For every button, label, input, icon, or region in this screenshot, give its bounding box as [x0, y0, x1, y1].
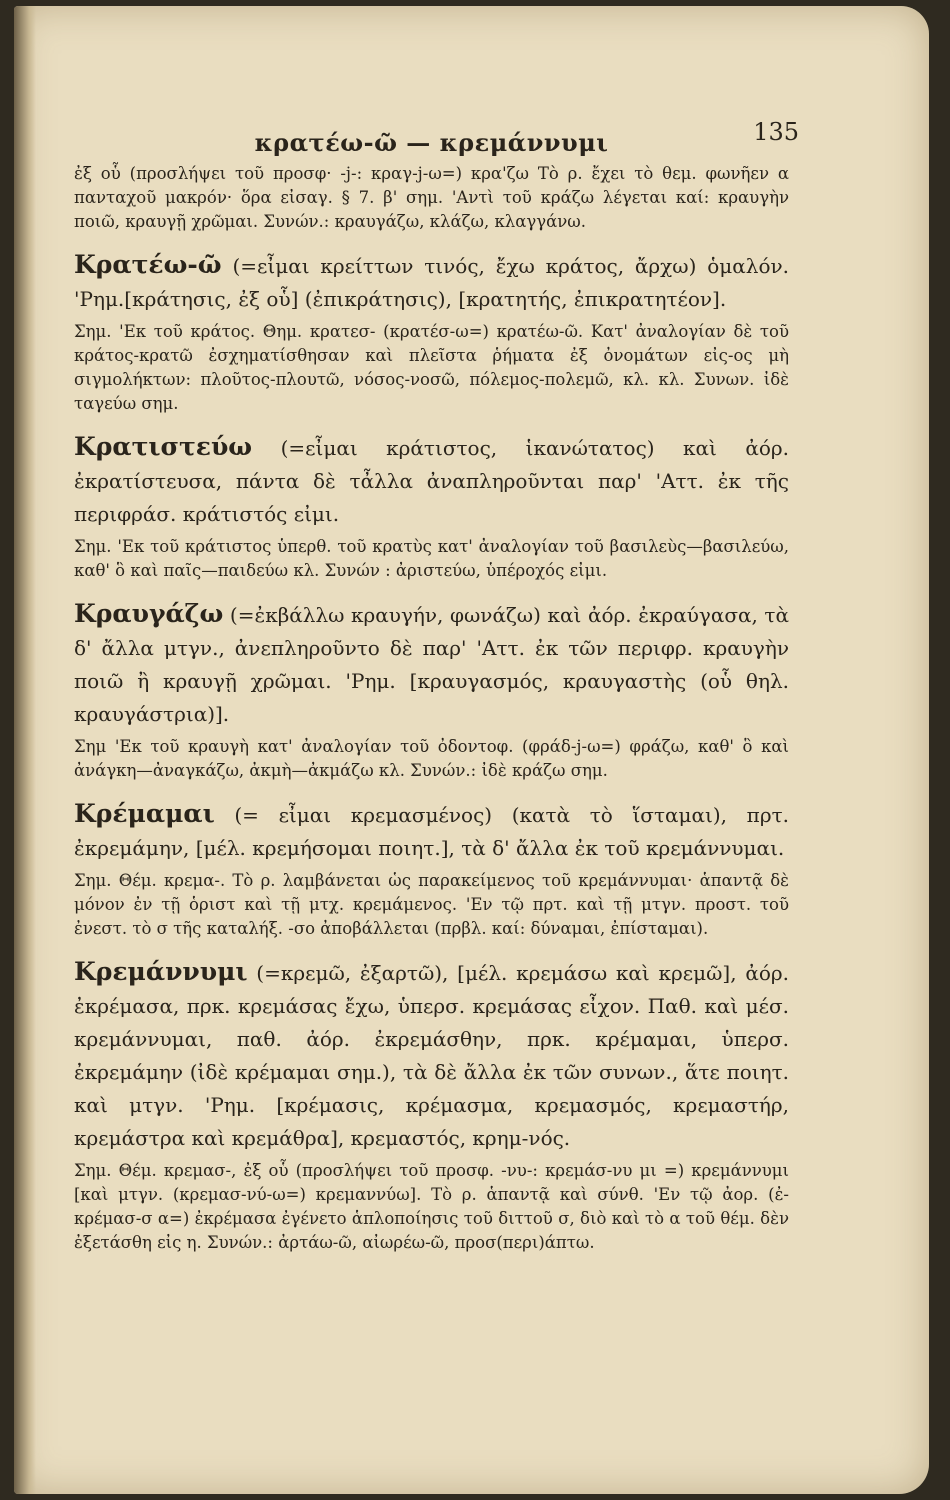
page-content — [74, 118, 799, 1255]
dictionary-entry-kremannymi — [74, 955, 789, 1255]
entry-headword: Κρατέω-ῶ — [74, 250, 222, 279]
entry-note: Σημ. 'Εκ τοῦ κράτος. Θημ. κρατεσ- (κρατέσ-ω=) κρατέω-ῶ. Κατ' ἀναλογίαν δὲ τοῦ κράτος-κρατῶ ἐσχηματίσθησαν καὶ πλεῖστα ῥήματα ἐξ ὀνομάτων εἰς-ος μὴ σιγμολήκτων: πλοῦτος-πλουτῶ, νόσος-νοσῶ, πόλεμος-πολεμῶ, κλ. κλ. Συνων. ἰδὲ ταγεύω σημ. — [74, 322, 789, 413]
entry-headword: Κρατιστεύω — [74, 432, 253, 461]
entry-headword: Κρέμαμαι — [74, 799, 215, 828]
entry-main — [74, 955, 789, 1155]
entry-main — [74, 797, 789, 865]
page-number: 135 — [753, 118, 799, 146]
entry-headword: Κραυγάζω — [74, 599, 224, 628]
entry-definition: (=εἶμαι κράτιστος, ἱκανώτατος) καὶ ἀόρ. ἐκρατίστευσα, πάντα δὲ τἆλλα ἀναπληροῦνται παρ' 'Αττ. ἐκ τῆς περιφράσ. κράτιστός εἰμι. — [74, 436, 790, 526]
entry-headword: Κρεμάννυμι — [74, 957, 248, 986]
dictionary-entry-kraugazo — [74, 597, 789, 783]
entry-definition: (=εἶμαι κρείττων τινός, ἔχω κράτος, ἄρχω) ὁμαλόν. 'Ρημ.[κράτησις, ἐξ οὗ] (ἐπικράτησις), [κρατητής, ἐπικρατητέον]. — [74, 254, 790, 311]
dictionary-entry-kratisteuo — [74, 430, 789, 583]
entry-definition: (=κρεμῶ, ἐξαρτῶ), [μέλ. κρεμάσω καὶ κρεμῶ], ἀόρ. ἐκρέμασα, πρκ. κρεμάσας ἔχω, ὑπερσ. κρεμάσας εἶχον. Παθ. καὶ μέσ. κρεμάννυμαι, παθ. ἀόρ. ἐκρεμάσθην, πρκ. κρέμαμαι, ὑπερσ. ἐκρεμάμην (ἰδὲ κρέμαμαι σημ.), τὰ δὲ ἄλλα ἐκ τῶν συνων., ἅτε ποιητ. καὶ μτγν. 'Ρημ. [κρέμασις, κρέμασμα, κρεμασμός, κρεμαστήρ, κρεμάστρα καὶ κρεμάθρα], κρεμαστός, κρημ-νός. — [74, 961, 789, 1150]
entry-main — [74, 430, 789, 531]
dictionary-entry-kremamai — [74, 797, 789, 941]
entry-main — [74, 597, 789, 731]
entry-definition: (=ἐκβάλλω κραυγήν, φωνάζω) καὶ ἀόρ. ἐκραύγασα, τὰ δ' ἄλλα μτγν., ἀνεπληροῦντο δὲ παρ' 'Αττ. ἐκ τῶν περιφρ. κραυγὴν ποιῶ ἢ κραυγῇ χρῶμαι. 'Ρημ. [κραυγασμός, κραυγαστὴς (οὗ θηλ. κραυγάστρια)]. — [74, 603, 790, 726]
running-head: κρατέω-ῶ — κρεμάννυμι — [254, 128, 609, 157]
entry-definition: (= εἶμαι κρεμασμένος) (κατὰ τὸ ἵσταμαι), πρτ. ἐκρεμάμην, [μέλ. κρεμήσομαι ποιητ.], τὰ δ' ἄλλα ἐκ τοῦ κρεμάννυμαι. — [74, 803, 789, 860]
dictionary-entry-krateo — [74, 248, 789, 416]
continued-note: ἐξ οὗ (προσλήψει τοῦ προσφ· -j-: κραγ-j-ω=) κρα'ζω Τὸ ρ. ἔχει τὸ θεμ. φωνῆεν α πανταχοῦ μακρόν· ὅρα εἰσαγ. § 7. β' σημ. 'Αντὶ τοῦ κράζω λέγεται καί: κραυγὴν ποιῶ, κραυγῇ χρῶμαι. Συνών.: κραυγάζω, κλάζω, κλαγγάνω. — [74, 164, 789, 231]
page-header — [74, 118, 799, 157]
page-spine-shadow — [14, 6, 36, 1494]
entry-note: Σημ. 'Εκ τοῦ κράτιστος ὑπερθ. τοῦ κρατὺς κατ' ἀναλογίαν τοῦ βασιλεὺς—βασιλεύω, καθ' ὃ καὶ παῖς—παιδεύω κλ. Συνών : ἀριστεύω, ὑπέροχός εἰμι. — [74, 537, 789, 580]
book-page — [14, 6, 929, 1494]
entry-main — [74, 248, 789, 316]
entry-note: Σημ. Θέμ. κρεμα-. Τὸ ρ. λαμβάνεται ὡς παρακείμενος τοῦ κρεμάννυμαι· ἁπαντᾷ δὲ μόνον ἐν τῇ ὁριστ καὶ τῇ μτχ. κρεμάμενος. 'Εν τῷ πρτ. καὶ τῇ μτγν. προστ. τοῦ ἐνεστ. τὸ σ τῆς καταλήξ. -σο ἀποβάλλεται (πρβλ. καί: δύναμαι, ἐπίσταμαι). — [74, 871, 789, 938]
entry-note: Σημ 'Εκ τοῦ κραυγὴ κατ' ἀναλογίαν τοῦ ὀδοντοφ. (φράδ-j-ω=) φράζω, καθ' ὃ καὶ ἀνάγκη—ἀναγκάζω, ἀκμὴ—ἀκμάζω κλ. Συνών.: ἰδὲ κράζω σημ. — [74, 737, 789, 780]
entry-note: Σημ. Θέμ. κρεμασ-, ἐξ οὗ (προσλήψει τοῦ προσφ. -νυ-: κρεμάσ-νυ μι =) κρεμάννυμι [καὶ μτγν. (κρεμασ-νύ-ω=) κρεμαννύω]. Τὸ ρ. ἁπαντᾷ καὶ σύνθ. 'Εν τῷ ἀορ. (ἐ-κρέμασ-σ α=) ἐκρέμασα ἐγένετο ἁπλοποίησις τοῦ διττοῦ σ, διὸ καὶ τὸ α τοῦ θέμ. δὲν ἐξετάσθη εἰς η. Συνών.: ἀρτάω-ῶ, αἰωρέω-ῶ, προσ(περι)άπτω. — [74, 1161, 789, 1252]
